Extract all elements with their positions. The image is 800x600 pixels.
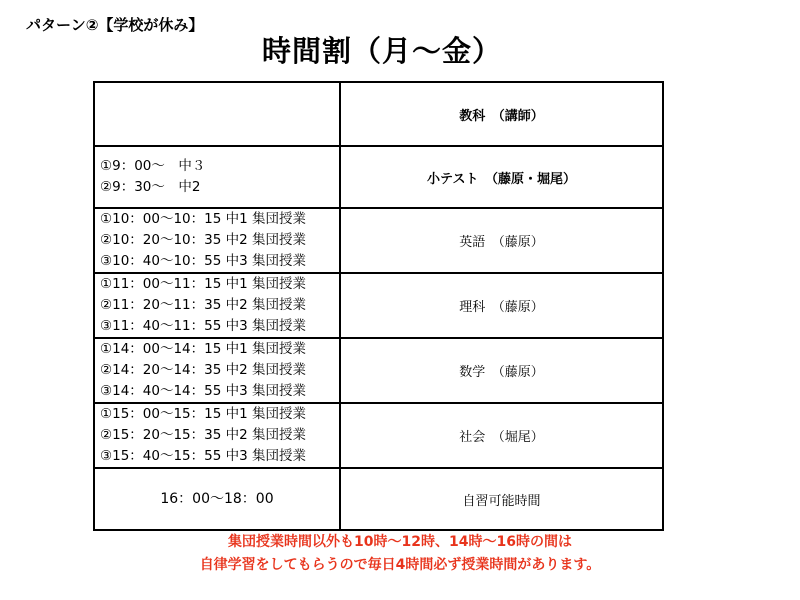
time-line: ③14：40〜14：55 中3 集団授業 [100, 383, 306, 399]
time-cell [94, 403, 340, 468]
time-cell [94, 146, 340, 208]
table-row [94, 468, 663, 530]
timetable [93, 81, 664, 531]
time-line: ①15：00〜15：15 中1 集団授業 [100, 406, 306, 422]
time-line: ①14：00〜14：15 中1 集団授業 [100, 341, 306, 357]
page-title: 時間割（月〜金） [262, 34, 503, 68]
table-row [94, 273, 663, 338]
time-line: ②11：20〜11：35 中2 集団授業 [100, 297, 306, 313]
table-row [94, 208, 663, 273]
time-line: ②15：20〜15：35 中2 集団授業 [100, 427, 306, 443]
subject-cell: 小テスト （藤原・堀尾） [340, 146, 663, 208]
subject-cell: 英語 （藤原） [340, 208, 663, 273]
header-time-cell [94, 82, 340, 146]
table-row [94, 403, 663, 468]
table-row [94, 338, 663, 403]
time-cell [94, 208, 340, 273]
note-line-2: 自律学習をしてもらうので毎日4時間必ず授業時間があります。 [199, 557, 601, 573]
time-line: ③15：40〜15：55 中3 集団授業 [100, 448, 306, 464]
note-line-1: 集団授業時間以外も10時〜12時、14時〜16時の間は [228, 534, 572, 550]
time-line: ②9：30〜 中2 [100, 179, 201, 195]
time-line: ③11：40〜11：55 中3 集団授業 [100, 318, 306, 334]
header-subject-cell: 教科 （講師） [340, 82, 663, 146]
subject-cell: 社会 （堀尾） [340, 403, 663, 468]
time-line: ①10：00〜10：15 中1 集団授業 [100, 211, 306, 227]
subject-cell: 自習可能時間 [340, 468, 663, 530]
time-line: ②14：20〜14：35 中2 集団授業 [100, 362, 306, 378]
table-header-row [94, 82, 663, 146]
subject-cell: 理科 （藤原） [340, 273, 663, 338]
time-line: ③10：40〜10：55 中3 集団授業 [100, 253, 306, 269]
time-cell [94, 273, 340, 338]
subject-cell: 数学 （藤原） [340, 338, 663, 403]
pattern-label: パターン②【学校が休み】 [26, 16, 204, 34]
time-line: 16：00〜18：00 [160, 490, 274, 507]
time-line: ①11：00〜11：15 中1 集団授業 [100, 276, 306, 292]
time-cell [94, 468, 340, 530]
time-line: ①9：00〜 中３ [100, 158, 206, 174]
table-row [94, 146, 663, 208]
time-line: ②10：20〜10：35 中2 集団授業 [100, 232, 306, 248]
time-cell [94, 338, 340, 403]
